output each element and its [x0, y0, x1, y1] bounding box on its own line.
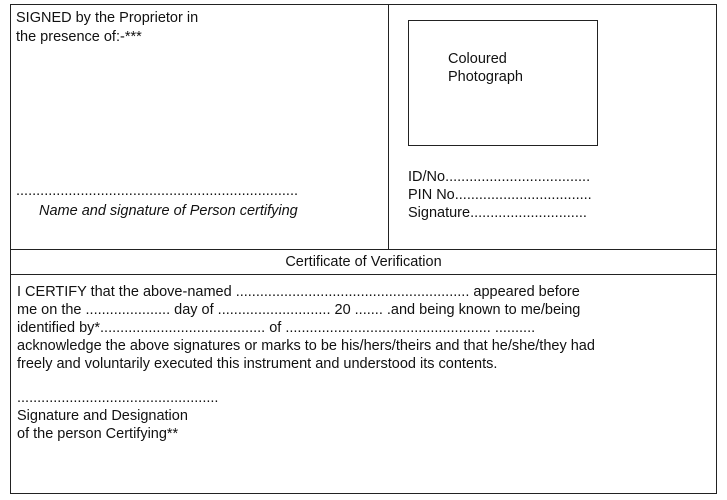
signed-by-line: SIGNED by the Proprietor in [16, 10, 199, 26]
certifier-caption: Name and signature of Person certifying [39, 203, 298, 219]
certify-line-4: acknowledge the above signatures or marks to be his/hers/theirs and that he/she/they had [17, 338, 595, 354]
id-no-field: ID/No.................................... [408, 169, 591, 185]
verification-form [10, 4, 717, 494]
title-bottom-rule [11, 274, 716, 275]
photo-label-line1: Coloured [448, 51, 507, 67]
photo-label-line2: Photograph [448, 69, 523, 85]
certify-line-3: identified by*......................................... of ................................................... .......... [17, 320, 536, 336]
signature-designation-label: Signature and Designation [17, 408, 188, 424]
certify-line-1: I CERTIFY that the above-named .......................................................... appeared before [17, 284, 580, 300]
signature-field: Signature............................. [408, 205, 587, 221]
pin-no-field: PIN No.................................. [408, 187, 592, 203]
photo-label [448, 50, 523, 86]
title-top-rule [11, 249, 716, 250]
person-certifying-label: of the person Certifying** [17, 426, 179, 442]
certifier-signature-dots: ...................................................................... [16, 183, 298, 199]
photo-box [408, 20, 598, 146]
column-divider [388, 5, 389, 249]
presence-of-line: the presence of:-*** [16, 29, 142, 45]
certifying-signature-dots: .................................................. [17, 390, 219, 406]
certify-line-5: freely and voluntarily executed this instrument and understood its contents. [17, 356, 498, 372]
certificate-title: Certificate of Verification [285, 254, 442, 270]
certify-line-2: me on the ..................... day of ............................ 20 ....... .and being known to me/being [17, 302, 581, 318]
